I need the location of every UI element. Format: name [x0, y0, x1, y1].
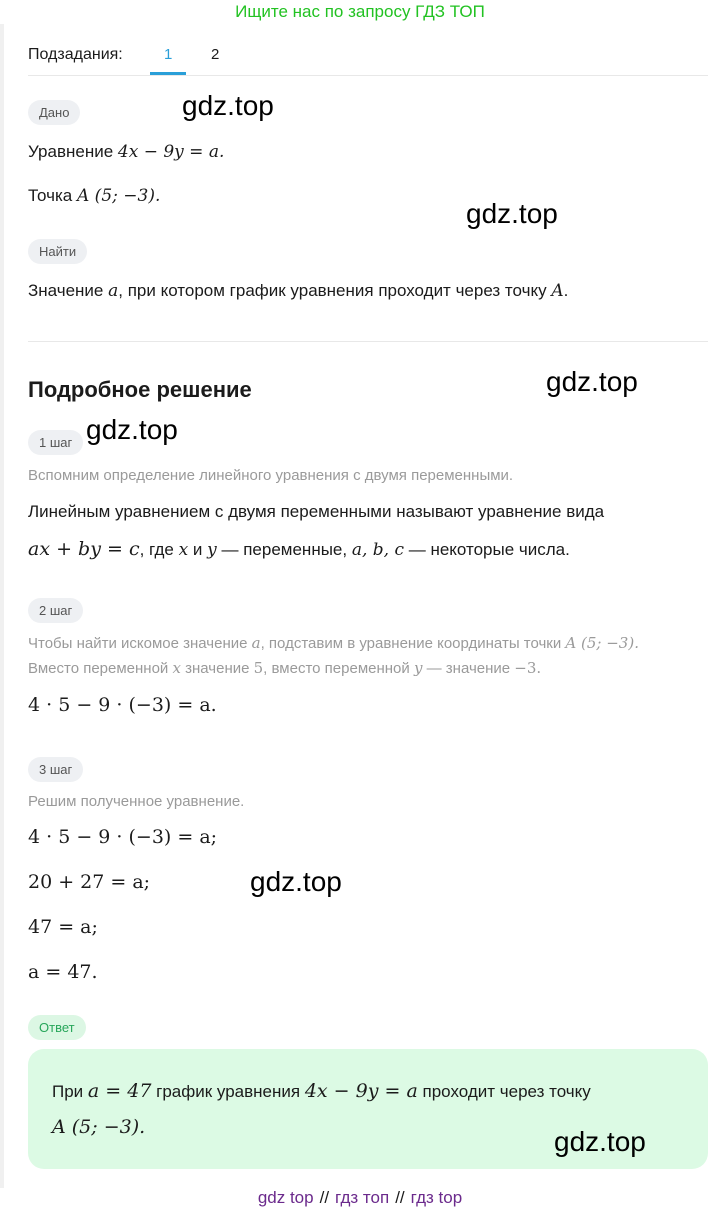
tab-subtask-2[interactable]: 2	[211, 46, 220, 63]
bottom-sep: //	[319, 1188, 330, 1207]
step3-hint: Решим полученное уравнение.	[28, 793, 245, 810]
section-divider	[28, 341, 708, 342]
find-var-a: a	[108, 281, 119, 301]
step1-y: y	[207, 540, 217, 560]
find-text-end: .	[563, 281, 569, 300]
step1-coefs: a, b, c	[351, 540, 404, 560]
watermark: gdz.top	[250, 866, 342, 897]
find-badge: Найти	[28, 239, 87, 264]
bottom-link-3[interactable]: гдз top	[410, 1188, 463, 1207]
answer-badge: Ответ	[28, 1015, 86, 1040]
watermark: gdz.top	[554, 1126, 646, 1157]
bottom-sep: //	[395, 1188, 405, 1207]
watermark: gdz.top	[182, 90, 274, 121]
answer-t1: При	[52, 1082, 84, 1101]
subtask-tabs	[28, 38, 708, 76]
step3-line-1: 4 · 5 − 9 · (−3) = a;	[28, 826, 218, 848]
answer-eq: 4x − 9y = a	[304, 1080, 418, 1102]
step2-hint2-5: 5	[253, 659, 264, 677]
tab-subtask-1[interactable]: 1	[164, 46, 173, 63]
step2-hint2-t3: , вместо переменной	[263, 660, 410, 677]
given-equation-prefix: Уравнение	[28, 142, 114, 161]
step2-hint1-text: Чтобы найти искомое значение	[28, 635, 248, 652]
step2-hint1-a: a	[251, 634, 261, 652]
subtasks-label: Подзадания:	[28, 46, 123, 63]
given-badge: Дано	[28, 100, 80, 125]
given-point	[28, 186, 160, 206]
bottom-link-2[interactable]: гдз топ	[335, 1188, 390, 1207]
watermark: gdz.top	[466, 198, 558, 229]
step2-hint2-x: x	[172, 659, 181, 677]
step1-definition: Линейным уравнением с двумя переменными называют уравнение вида	[28, 502, 605, 521]
watermark: gdz.top	[86, 414, 178, 445]
solution-title: Подробное решение	[28, 377, 252, 402]
step2-hint2-y: y	[413, 659, 423, 677]
step1-and: и	[192, 540, 203, 559]
given-equation	[28, 142, 224, 162]
left-border	[0, 24, 4, 1188]
step2-badge: 2 шаг	[28, 598, 83, 623]
bottom-links	[0, 1188, 720, 1208]
step3-badge: 3 шаг	[28, 757, 83, 782]
top-banner: Ищите нас по запросу ГДЗ ТОП	[235, 2, 485, 21]
step1-vars-text: — переменные,	[221, 540, 348, 559]
step1-hint: Вспомним определение линейного уравнения с двумя переменными.	[28, 467, 514, 484]
step2-hint2-t1: Вместо переменной	[28, 660, 169, 677]
watermark: gdz.top	[546, 366, 638, 397]
answer-cond: a = 47	[87, 1080, 152, 1102]
step3-line-2: 20 + 27 = a;	[28, 871, 151, 893]
step1-formula-line	[28, 538, 570, 560]
answer-t2: график уравнения	[156, 1082, 301, 1101]
step1-formula: ax + by = c	[28, 538, 140, 560]
answer-line-1	[52, 1080, 591, 1102]
step1-x: x	[178, 540, 189, 560]
answer-t3: проходит через точку	[422, 1082, 591, 1101]
step1-badge: 1 шаг	[28, 430, 83, 455]
step2-hint1-point: A (5; −3).	[565, 634, 639, 652]
step2-hint-1	[28, 634, 639, 652]
step3-line-3: 47 = a;	[28, 916, 98, 938]
find-text-2: , при котором график уравнения проходит через точку	[118, 281, 547, 300]
step3-line-4: a = 47.	[28, 961, 98, 983]
given-equation-formula: 4x − 9y = a.	[117, 142, 225, 162]
step2-hint2-t2: значение	[185, 660, 250, 677]
answer-line-2	[52, 1116, 145, 1138]
find-text	[28, 281, 568, 301]
answer-point: A (5; −3).	[52, 1116, 146, 1138]
step1-where: , где	[139, 540, 174, 559]
step1-numbers-text: — некоторые числа.	[408, 540, 570, 559]
find-text-1: Значение	[28, 281, 104, 300]
step2-hint2-t4: — значение	[426, 660, 511, 677]
step2-equation: 4 · 5 − 9 · (−3) = a.	[28, 694, 217, 716]
bottom-link-1[interactable]: gdz top	[257, 1188, 314, 1207]
given-point-value: A (5; −3).	[77, 186, 161, 206]
step2-hint-2	[28, 659, 541, 677]
find-var-A: A	[551, 281, 564, 301]
active-tab-indicator	[150, 72, 186, 75]
given-point-prefix: Точка	[28, 186, 73, 205]
step2-hint1-text2: , подставим в уравнение координаты точки	[260, 635, 562, 652]
step2-hint2-m3: −3.	[514, 659, 542, 677]
